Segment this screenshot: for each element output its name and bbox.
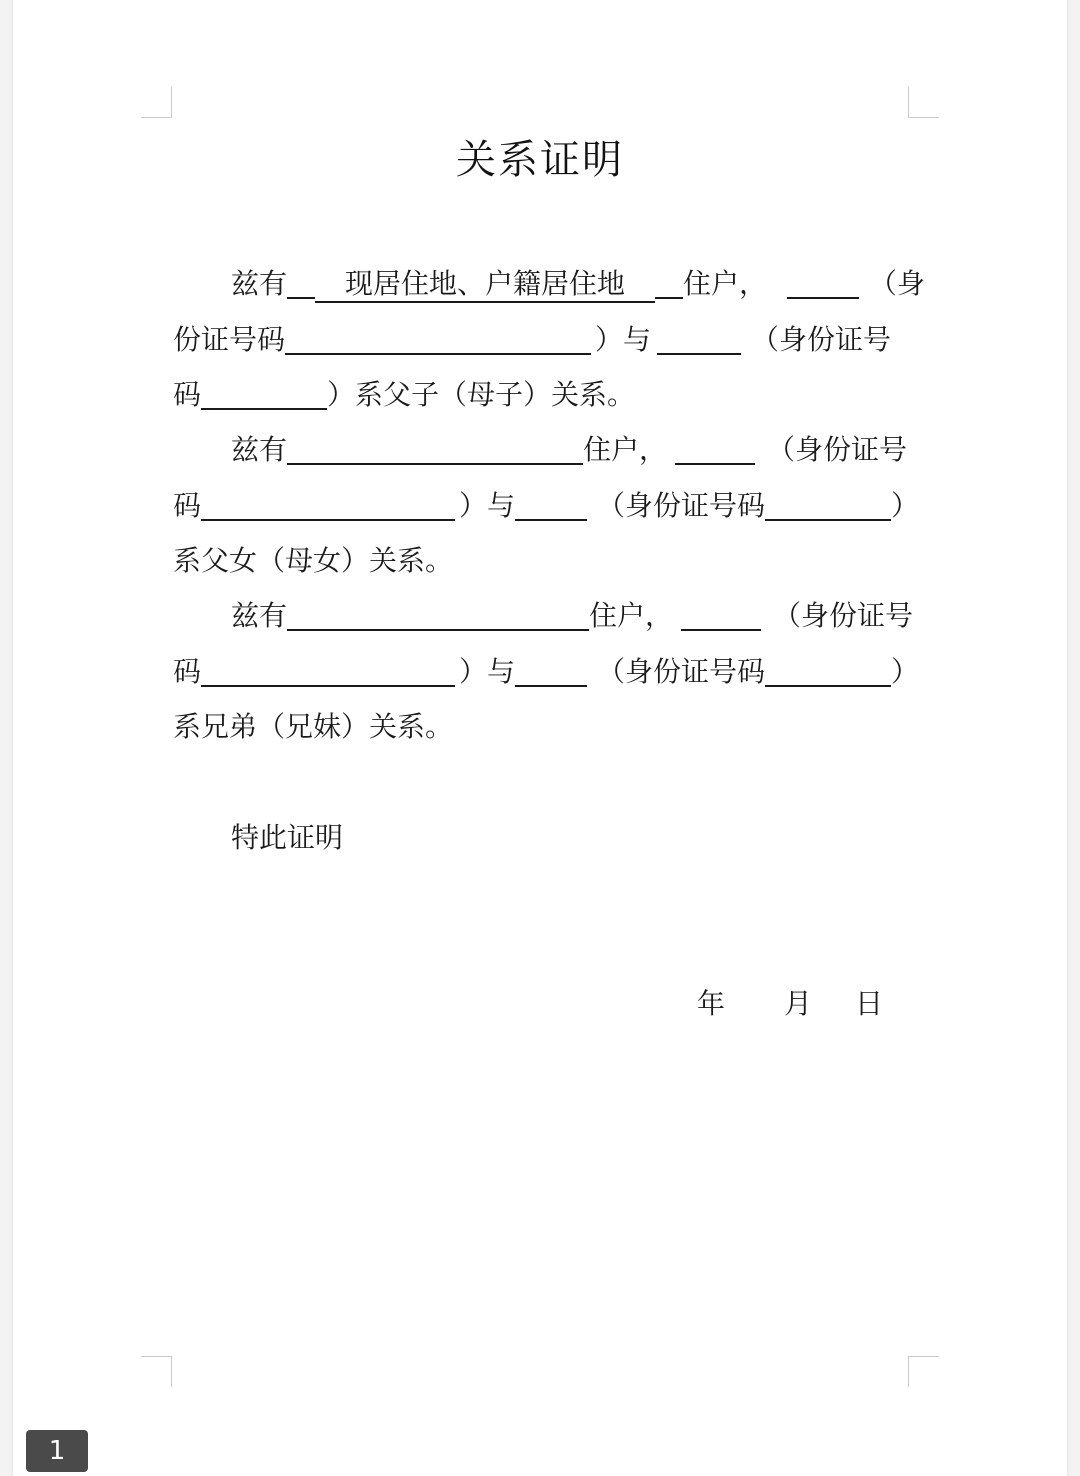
blank-line xyxy=(765,655,891,687)
blank-line xyxy=(285,323,591,355)
blank-line xyxy=(681,599,761,631)
para2-resident-label: 住户， xyxy=(583,433,668,466)
para3-line1 xyxy=(231,596,913,636)
blank-line xyxy=(657,323,741,355)
closing-statement: 特此证明 xyxy=(231,821,344,854)
blank-line xyxy=(201,489,455,521)
para2-line1 xyxy=(231,430,907,470)
blank-line xyxy=(515,489,587,521)
para1-id-open2: （身份证号 xyxy=(751,323,892,356)
blank-line xyxy=(655,267,683,299)
para3-line3: 系兄弟（兄妹）关系。 xyxy=(173,710,454,743)
para1-relation: ）系父子（母子）关系。 xyxy=(327,378,636,411)
para1-resident-label: 住户， xyxy=(683,267,768,300)
blank-line xyxy=(201,655,455,687)
residence-field: 现居住地、户籍居住地 xyxy=(315,267,655,303)
para3-and: ）与 xyxy=(459,655,516,688)
date-day: 日 xyxy=(855,987,884,1020)
para1-line2 xyxy=(173,320,891,360)
page-number-indicator[interactable]: 1 xyxy=(26,1430,88,1472)
para1-id-label: 份证号码 xyxy=(173,323,286,356)
date-year: 年 xyxy=(697,987,726,1020)
para2-id-open2: （身份证号码 xyxy=(597,489,766,522)
para2-and: ）与 xyxy=(459,489,516,522)
blank-line xyxy=(287,599,589,631)
date-month: 月 xyxy=(784,987,813,1020)
blank-line xyxy=(765,489,891,521)
margin-corner-bottom-right xyxy=(908,1356,939,1387)
margin-corner-bottom-left xyxy=(141,1356,172,1387)
para3-intro: 兹有 xyxy=(231,599,288,632)
blank-line xyxy=(675,433,755,465)
para1-line1 xyxy=(231,264,925,304)
document-page xyxy=(13,0,1067,1476)
blank-line xyxy=(287,267,315,299)
para3-code-label: 码 xyxy=(173,655,202,688)
para1-id-open: （身 xyxy=(869,267,926,300)
blank-line xyxy=(515,655,587,687)
para2-line3: 系父女（母女）关系。 xyxy=(173,544,454,577)
para1-line3 xyxy=(173,375,635,415)
para2-line2 xyxy=(173,486,919,526)
para2-code-label: 码 xyxy=(173,489,202,522)
para3-id-close: ） xyxy=(891,655,920,688)
blank-line xyxy=(787,267,859,299)
para3-resident-label: 住户， xyxy=(589,599,674,632)
margin-corner-top-left xyxy=(141,87,172,118)
para2-id-open: （身份证号 xyxy=(767,433,908,466)
blank-line xyxy=(201,378,327,410)
para1-intro: 兹有 xyxy=(231,267,288,300)
para1-and: ）与 xyxy=(595,323,652,356)
para3-line2 xyxy=(173,652,919,692)
margin-corner-top-right xyxy=(908,87,939,118)
para2-intro: 兹有 xyxy=(231,433,288,466)
para3-id-open: （身份证号 xyxy=(773,599,914,632)
para2-id-close: ） xyxy=(891,489,920,522)
para1-code-label: 码 xyxy=(173,378,202,411)
blank-line xyxy=(287,433,583,465)
document-title: 关系证明 xyxy=(456,137,624,183)
para3-id-open2: （身份证号码 xyxy=(597,655,766,688)
